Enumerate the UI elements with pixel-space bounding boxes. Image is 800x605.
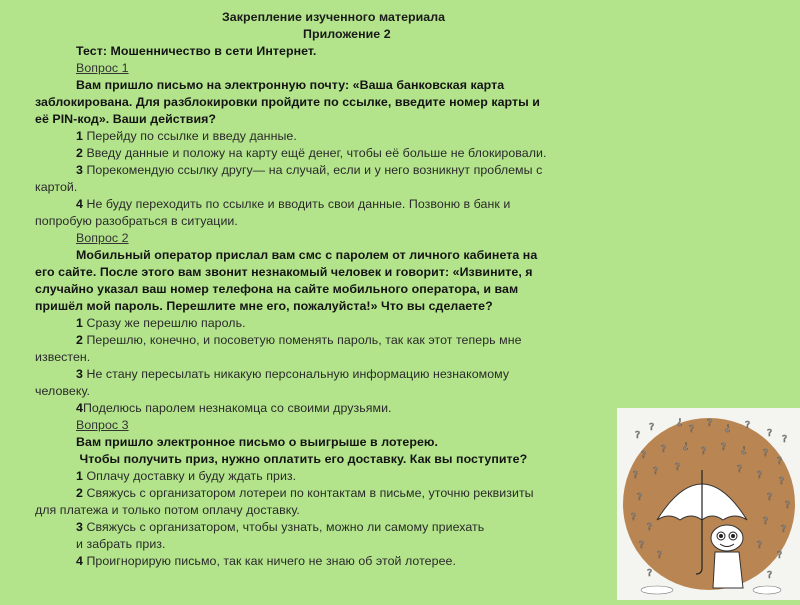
question-3-text: Чтобы получить приз, нужно оплатить его доставку. Как вы поступите?	[76, 452, 528, 466]
question-3-label: Вопрос 3	[76, 418, 129, 432]
svg-text:?: ?	[701, 446, 707, 457]
svg-text:?: ?	[763, 516, 769, 527]
answer-text: Введу данные и положу на карту ещё денег, чтобы её больше не блокировали.	[86, 146, 547, 160]
question-2-label: Вопрос 2	[76, 231, 129, 245]
svg-text:?: ?	[763, 448, 769, 459]
svg-text:?: ?	[757, 540, 763, 551]
svg-text:?: ?	[785, 500, 791, 511]
answer-number: 4	[76, 401, 83, 415]
answer-option	[76, 145, 546, 161]
answer-option	[76, 366, 509, 382]
question-2-text: Мобильный оператор прислал вам смс с паролем от личного кабинета на	[76, 248, 538, 262]
answer-number: 3	[76, 520, 83, 534]
answer-text: Свяжусь с организатором лотереи по контактам в письме, уточню реквизиты	[86, 486, 534, 500]
test-title: Тест: Мошенничество в сети Интернет.	[76, 44, 317, 58]
answer-number: 2	[76, 486, 83, 500]
svg-text:?: ?	[745, 420, 751, 431]
svg-text:?: ?	[647, 568, 653, 579]
svg-text:?: ?	[777, 456, 783, 467]
answer-number: 2	[76, 333, 83, 347]
answer-option	[76, 315, 246, 331]
answer-text: Свяжусь с организатором, чтобы узнать, можно ли самому приехать	[86, 520, 485, 534]
svg-text:?: ?	[649, 422, 655, 433]
answer-number: 1	[76, 129, 83, 143]
answer-option	[76, 332, 522, 348]
svg-text:¿: ¿	[741, 444, 747, 455]
svg-text:?: ?	[689, 424, 695, 435]
umbrella-question-rain-illustration	[617, 408, 800, 600]
svg-text:?: ?	[635, 430, 641, 441]
answer-text: картой.	[35, 180, 78, 194]
svg-text:?: ?	[631, 512, 637, 523]
svg-text:?: ?	[781, 524, 787, 535]
answer-option	[76, 519, 484, 535]
question-2-text: пришёл мой пароль. Перешлите мне его, пожалуйста!» Что вы сделаете?	[35, 299, 493, 313]
svg-text:?: ?	[782, 434, 788, 445]
answer-option	[76, 468, 296, 484]
header-title: Закрепление изученного материала	[222, 10, 446, 24]
svg-text:?: ?	[777, 550, 783, 561]
question-1-text: Вам пришло письмо на электронную почту: «Ваша банковская карта	[76, 78, 505, 92]
question-1-label: Вопрос 1	[76, 61, 129, 75]
svg-text:?: ?	[639, 540, 645, 551]
answer-number: 3	[76, 367, 83, 381]
answer-option	[76, 162, 542, 178]
answer-text: Не буду переходить по ссылке и вводить свои данные. Позвоню в банк и	[86, 197, 511, 211]
answer-option	[76, 128, 297, 144]
answer-option	[76, 196, 510, 212]
answer-text: Сразу же перешлю пароль.	[86, 316, 246, 330]
umbrella-character-icon	[617, 408, 800, 600]
svg-text:¿: ¿	[677, 416, 683, 427]
answer-text: Оплачу доставку и буду ждать приз.	[86, 469, 297, 483]
svg-text:?: ?	[779, 476, 785, 487]
svg-text:?: ?	[757, 470, 763, 481]
answer-text: известен.	[35, 350, 91, 364]
answer-text: Поделюсь паролем незнакомца со своими друзьями.	[82, 401, 392, 415]
answer-number: 1	[76, 469, 83, 483]
svg-text:?: ?	[653, 466, 659, 477]
answer-text: и забрать приз.	[76, 537, 166, 551]
svg-text:?: ?	[767, 492, 773, 503]
answer-text: Порекомендую ссылку другу— на случай, если и у него возникнут проблемы с	[86, 163, 543, 177]
svg-text:?: ?	[647, 522, 653, 533]
answer-number: 4	[76, 197, 83, 211]
header-subtitle: Приложение 2	[303, 27, 391, 41]
svg-text:?: ?	[767, 570, 773, 581]
answer-number: 2	[76, 146, 83, 160]
answer-number: 4	[76, 554, 83, 568]
answer-text: Перейду по ссылке и введу данные.	[86, 129, 297, 143]
question-1-text: заблокирована. Для разблокировки пройдите по ссылке, введите номер карты и	[35, 95, 540, 109]
svg-text:¿: ¿	[725, 422, 731, 433]
question-1-text: её PIN-код». Ваши действия?	[35, 112, 217, 126]
answer-option	[76, 400, 392, 416]
answer-text: Перешлю, конечно, и посоветую поменять пароль, так как этот теперь мне	[86, 333, 522, 347]
answer-text: попробую разобраться в ситуации.	[35, 214, 238, 228]
answer-text: человеку.	[35, 384, 90, 398]
answer-option	[76, 553, 456, 569]
answer-number: 3	[76, 163, 83, 177]
answer-text: Не стану пересылать никакую персональную информацию незнакомому	[86, 367, 510, 381]
question-3-text: Вам пришло электронное письмо о выигрыше в лотерею.	[76, 435, 439, 449]
svg-text:?: ?	[721, 442, 727, 453]
svg-text:?: ?	[633, 470, 639, 481]
answer-text: для платежа и только потом оплачу доставку.	[35, 503, 300, 517]
svg-text:?: ?	[657, 550, 663, 561]
svg-text:¿: ¿	[683, 440, 689, 451]
svg-text:?: ?	[661, 444, 667, 455]
question-2-text: его сайте. После этого вам звонит незнакомый человек и говорит: «Извините, я	[35, 265, 533, 279]
svg-text:?: ?	[637, 492, 643, 503]
answer-text: Проигнорирую письмо, так как ничего не знаю об этой лотерее.	[86, 554, 456, 568]
svg-text:?: ?	[707, 418, 713, 429]
svg-text:?: ?	[641, 450, 647, 461]
answer-number: 1	[76, 316, 83, 330]
svg-text:?: ?	[767, 428, 773, 439]
question-2-text: случайно указал ваш номер телефона на сайте мобильного оператора, и вам	[35, 282, 519, 296]
answer-option	[76, 485, 534, 501]
svg-text:?: ?	[737, 464, 743, 475]
svg-text:?: ?	[675, 462, 681, 473]
